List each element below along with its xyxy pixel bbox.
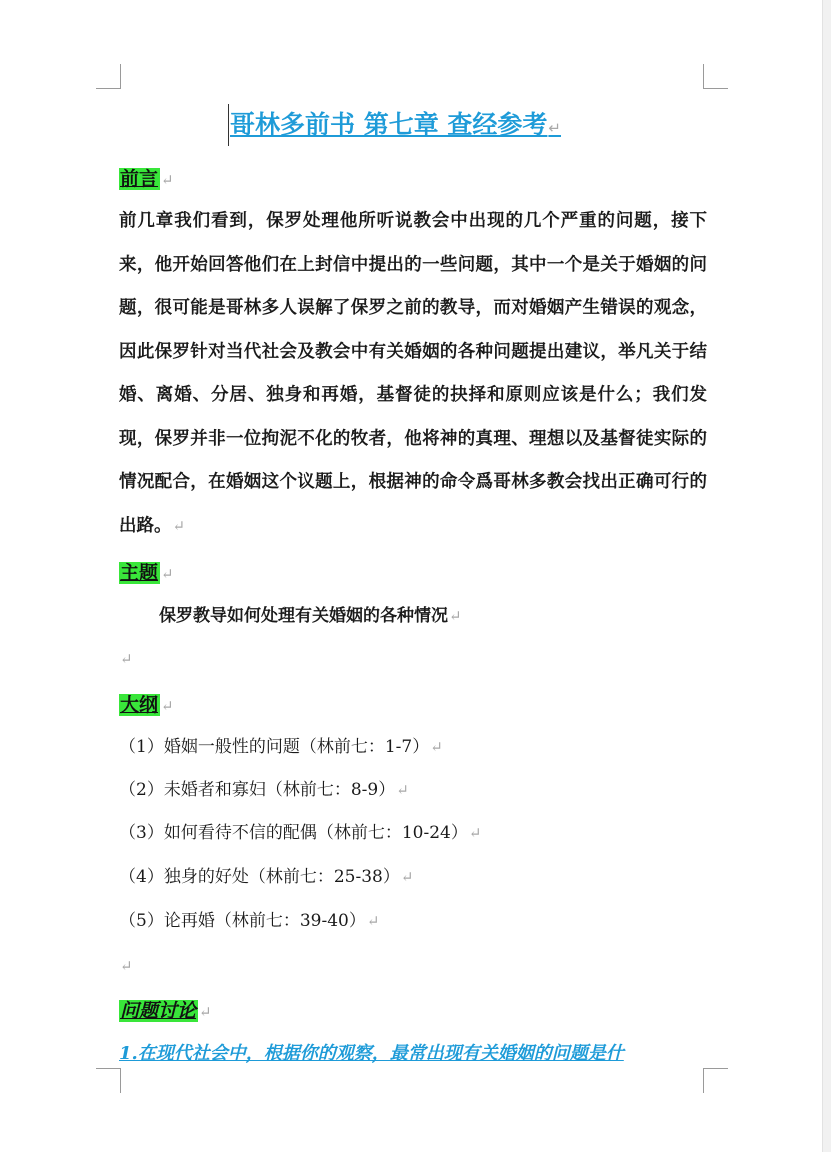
paragraph-mark-icon: ↵ bbox=[161, 697, 174, 715]
heading-intro-text: 前言 bbox=[120, 168, 159, 190]
paragraph-mark-icon: ↵ bbox=[400, 868, 414, 886]
paragraph-mark-icon: ↵ bbox=[161, 565, 174, 583]
document-title-text: 哥林多前书 第七章 查经参考 bbox=[230, 110, 548, 139]
paragraph-mark-icon: ↵ bbox=[120, 650, 133, 668]
intro-paragraph-text: 前几章我们看到，保罗处理他所听说教会中出现的几个严重的问题，接下来，他开始回答他们在上封信中提出的一些问题，其中一个是关于婚姻的问题，很可能是哥林多人误解了保罗之前的教导，而对婚姻产生错误的观念，因此保罗针对当代社会及教会中有关婚姻的各种问题提出建议，举凡关于结婚、离婚、分居、独身和再婚，基督徒的抉择和原则应该是什么；我们发现，保罗并非一位拘泥不化的牧者，他将神的真理、理想以及基督徒实际的情况配合，在婚姻这个议题上，根据神的命令爲哥林多教会找出正确可行的出路。 bbox=[119, 211, 707, 536]
empty-paragraph[interactable] bbox=[119, 644, 133, 674]
discussion-question-1[interactable] bbox=[119, 1039, 624, 1069]
heading-outline-text: 大纲 bbox=[120, 694, 159, 716]
empty-paragraph[interactable] bbox=[119, 951, 133, 981]
paragraph-mark-icon: ↵ bbox=[396, 781, 409, 799]
discussion-question-text: 1.在现代社会中，根据你的观察，最常出现有关婚姻的问题是什 bbox=[119, 1043, 624, 1064]
outline-item-1[interactable] bbox=[119, 732, 443, 762]
paragraph-mark-icon: ↵ bbox=[366, 912, 380, 930]
outline-item-5[interactable] bbox=[119, 906, 379, 936]
crop-mark-top-right bbox=[703, 64, 728, 89]
outline-item-4[interactable] bbox=[119, 862, 413, 892]
paragraph-mark-icon: ↵ bbox=[199, 1003, 212, 1021]
paragraph-mark-icon: ↵ bbox=[161, 171, 174, 189]
outline-item-text: （2）未婚者和寡妇（林前七：8-9） bbox=[119, 780, 396, 800]
heading-intro[interactable] bbox=[119, 164, 174, 194]
outline-item-3[interactable] bbox=[119, 818, 481, 848]
crop-mark-top-left bbox=[96, 64, 121, 89]
paragraph-mark-icon: ↵ bbox=[172, 516, 186, 535]
vertical-scrollbar[interactable] bbox=[822, 0, 831, 1152]
paragraph-mark-icon: ↵ bbox=[449, 607, 462, 625]
heading-outline[interactable] bbox=[119, 690, 174, 720]
heading-discussion-text: 问题讨论 bbox=[120, 1000, 197, 1022]
paragraph-mark-icon: ↵ bbox=[548, 119, 561, 137]
paragraph-mark-icon: ↵ bbox=[430, 738, 443, 756]
crop-mark-bottom-left bbox=[96, 1068, 121, 1093]
paragraph-mark-icon: ↵ bbox=[468, 824, 482, 842]
outline-item-text: （5）论再婚（林前七：39-40） bbox=[119, 911, 366, 931]
outline-item-text: （3）如何看待不信的配偶（林前七：10-24） bbox=[119, 823, 468, 843]
paragraph-mark-icon: ↵ bbox=[120, 957, 133, 975]
intro-paragraph[interactable] bbox=[119, 200, 707, 548]
outline-item-text: （4）独身的好处（林前七：25-38） bbox=[119, 867, 400, 887]
document-title[interactable] bbox=[228, 104, 561, 146]
theme-text: 保罗教导如何处理有关婚姻的各种情况 bbox=[159, 606, 448, 626]
crop-mark-bottom-right bbox=[703, 1068, 728, 1093]
outline-item-2[interactable] bbox=[119, 775, 409, 805]
theme-text-line[interactable] bbox=[159, 601, 462, 631]
outline-item-text: （1）婚姻一般性的问题（林前七：1-7） bbox=[119, 737, 430, 757]
heading-theme-text: 主题 bbox=[120, 562, 159, 584]
heading-discussion[interactable] bbox=[119, 996, 212, 1026]
heading-theme[interactable] bbox=[119, 558, 174, 588]
